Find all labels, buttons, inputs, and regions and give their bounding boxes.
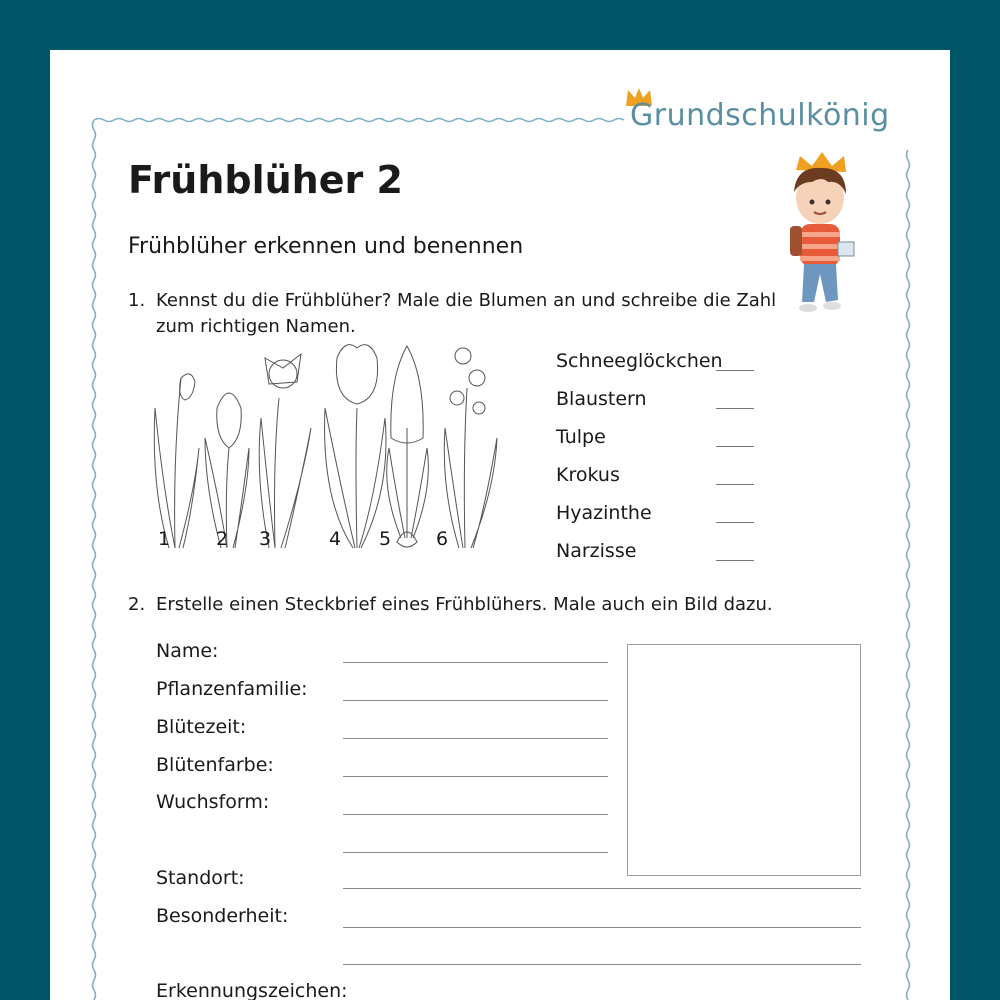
number-answer-blank[interactable] — [716, 560, 754, 561]
number-answer-blank[interactable] — [716, 370, 754, 371]
field-label-plant-family: Pflanzenfamilie: — [156, 678, 308, 700]
worksheet-page — [50, 50, 950, 1000]
task-2-instructions — [128, 592, 773, 618]
flower-name-row — [556, 502, 723, 540]
task-1-number: 1. — [128, 290, 146, 311]
flower-name: Tulpe — [556, 426, 606, 448]
field-label-recognition-mark: Erkennungszeichen: — [156, 980, 348, 1000]
worksheet-title: Frühblüher 2 — [128, 158, 403, 202]
flower-name-row — [556, 388, 723, 426]
flower-name-row — [556, 540, 723, 578]
flower-name: Blaustern — [556, 388, 647, 410]
answer-line-bloom-color[interactable] — [343, 776, 608, 777]
answer-line-special-feature-2[interactable] — [343, 964, 861, 965]
flower-number-2: 2 — [216, 528, 229, 550]
task-2-number: 2. — [128, 594, 146, 615]
field-label-special-feature: Besonderheit: — [156, 905, 289, 927]
task-1-text-line1: Kennst du die Frühblüher? Male die Blumen an und schreibe die Zahl — [156, 290, 777, 311]
task-1-instructions — [128, 288, 776, 340]
flower-name: Krokus — [556, 464, 620, 486]
flower-name-row — [556, 464, 723, 502]
brand-logo: Grundschulkönig — [630, 98, 890, 133]
crocus-drawing — [205, 393, 249, 548]
hyacinth-drawing — [387, 346, 429, 547]
flower-number-6: 6 — [436, 528, 449, 550]
task-1-text-line2: zum richtigen Namen. — [156, 316, 356, 337]
flower-name: Narzisse — [556, 540, 637, 562]
flower-name: Hyazinthe — [556, 502, 652, 524]
worksheet-subtitle: Frühblüher erkennen und benennen — [128, 234, 524, 259]
number-answer-blank[interactable] — [716, 408, 754, 409]
drawing-box[interactable] — [627, 644, 861, 876]
task-2-text: Erstelle einen Steckbrief eines Frühblühers. Male auch ein Bild dazu. — [156, 594, 773, 615]
number-answer-blank[interactable] — [716, 446, 754, 447]
answer-line-location[interactable] — [343, 888, 861, 889]
flower-name-row — [556, 426, 723, 464]
field-label-bloom-color: Blütenfarbe: — [156, 754, 274, 776]
field-label-growth-form: Wuchsform: — [156, 791, 270, 813]
flower-number-3: 3 — [259, 528, 272, 550]
flower-number-4: 4 — [329, 528, 342, 550]
answer-line-growth-form-2[interactable] — [343, 852, 608, 853]
flower-illustrations — [145, 338, 515, 554]
answer-line-growth-form[interactable] — [343, 814, 608, 815]
scilla-drawing — [444, 348, 497, 548]
tulip-drawing — [325, 345, 386, 548]
flower-name-row — [556, 350, 723, 388]
field-label-name: Name: — [156, 640, 219, 662]
number-answer-blank[interactable] — [716, 522, 754, 523]
field-label-location: Standort: — [156, 867, 245, 889]
answer-line-bloom-time[interactable] — [343, 738, 608, 739]
number-answer-blank[interactable] — [716, 484, 754, 485]
answer-line-special-feature[interactable] — [343, 927, 861, 928]
flower-number-5: 5 — [379, 528, 392, 550]
daffodil-drawing — [259, 354, 311, 548]
child-mascot-illustration — [782, 152, 872, 332]
snowdrop-drawing — [154, 374, 199, 548]
field-label-bloom-time: Blütezeit: — [156, 716, 247, 738]
flower-name: Schneeglöckchen — [556, 350, 723, 372]
answer-line-name[interactable] — [343, 662, 608, 663]
flower-number-1: 1 — [158, 528, 171, 550]
answer-line-plant-family[interactable] — [343, 700, 608, 701]
flower-name-list — [556, 350, 723, 578]
